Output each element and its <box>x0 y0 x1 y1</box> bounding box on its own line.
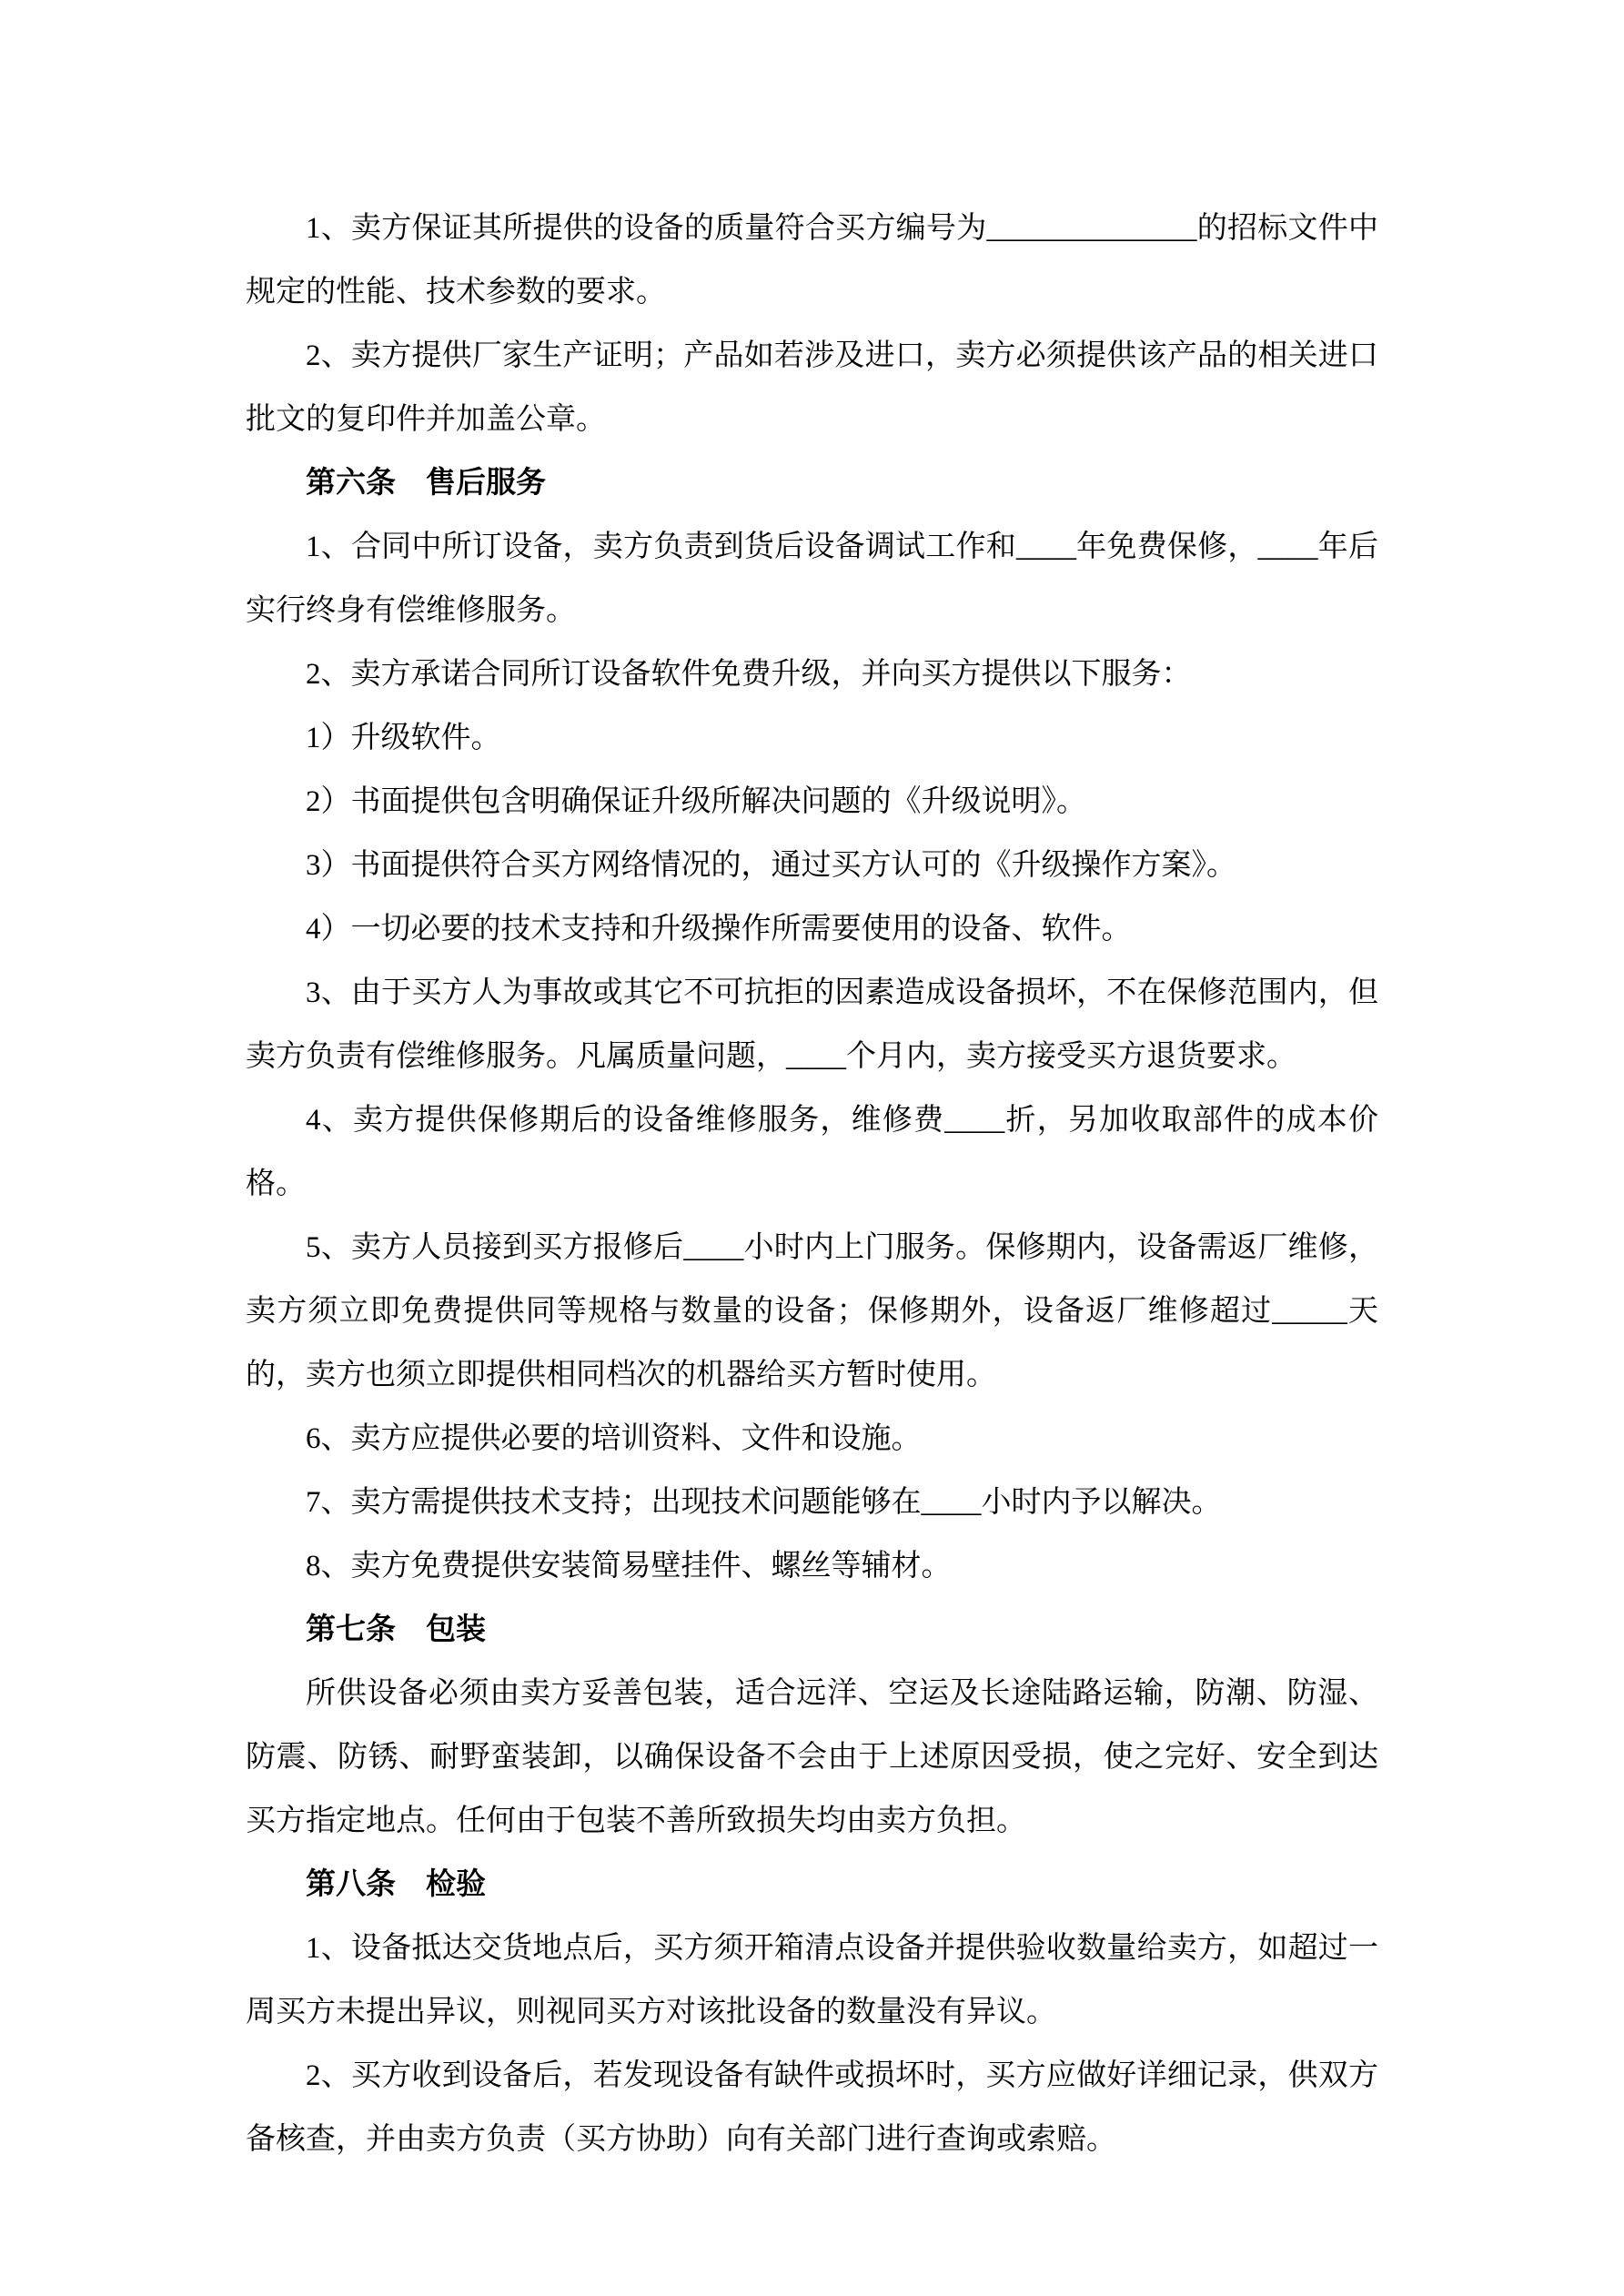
inspection-item-2: 2、买方收到设备后，若发现设备有缺件或损坏时，买方应做好详细记录，供双方备核查，并由卖方负责（买方协助）向有关部门进行查询或索赔。 <box>246 2059 1378 2156</box>
inspection-item-1: 1、设备抵达交货地点后，买方须开箱清点设备并提供验收数量给卖方，如超过一周买方未提出异议，则视同买方对该批设备的数量没有异议。 <box>246 1932 1378 2028</box>
section-title: 包装 <box>426 1613 486 1646</box>
aftersales-subitem-1: 1）升级软件。 <box>306 722 501 754</box>
aftersales-item-2: 2、卖方承诺合同所订设备软件免费升级，并向买方提供以下服务： <box>306 658 1192 691</box>
section-number: 第八条 <box>306 1868 396 1901</box>
aftersales-item-1: 1、合同中所订设备，卖方负责到货后设备调试工作和____年免费保修，____年后实行终身有偿维修服务。 <box>246 531 1378 627</box>
section-heading-7 <box>246 1598 1378 1662</box>
section-title: 检验 <box>426 1868 486 1901</box>
aftersales-item-6: 6、卖方应提供必要的培训资料、文件和设施。 <box>306 1422 922 1455</box>
section-heading-8 <box>246 1853 1378 1917</box>
clause-quality-item-2: 2、卖方提供厂家生产证明；产品如若涉及进口，卖方必须提供该产品的相关进口批文的复印件并加盖公章。 <box>246 339 1378 436</box>
aftersales-subitem-2: 2）书面提供包含明确保证升级所解决问题的《升级说明》。 <box>306 785 1086 818</box>
aftersales-item-4: 4、卖方提供保修期后的设备维修服务，维修费____折，另加收取部件的成本价格。 <box>246 1104 1378 1200</box>
section-heading-6 <box>246 451 1378 515</box>
aftersales-item-7: 7、卖方需提供技术支持；出现技术问题能够在____小时内予以解决。 <box>306 1486 1222 1519</box>
aftersales-item-8: 8、卖方免费提供安装简易壁挂件、螺丝等辅材。 <box>306 1550 952 1583</box>
packing-paragraph: 所供设备必须由卖方妥善包装，适合远洋、空运及长途陆路运输，防潮、防湿、防震、防锈、耐野蛮装卸，以确保设备不会由于上述原因受损，使之完好、安全到达买方指定地点。任何由于包装不善所致损失均由卖方负担。 <box>246 1677 1378 1837</box>
aftersales-subitem-3: 3）书面提供符合买方网络情况的，通过买方认可的《升级操作方案》。 <box>306 849 1236 882</box>
section-title: 售后服务 <box>426 467 546 500</box>
contract-body <box>246 197 1378 2171</box>
aftersales-item-3: 3、由于买方人为事故或其它不可抗拒的因素造成设备损坏，不在保修范围内，但卖方负责有偿维修服务。凡属质量问题，____个月内，卖方接受买方退货要求。 <box>246 976 1378 1073</box>
aftersales-subitem-4: 4）一切必要的技术支持和升级操作所需要使用的设备、软件。 <box>306 913 1132 946</box>
section-number: 第七条 <box>306 1613 396 1646</box>
aftersales-item-5: 5、卖方人员接到买方报修后____小时内上门服务。保修期内，设备需返厂维修，卖方须立即免费提供同等规格与数量的设备；保修期外，设备返厂维修超过_____天的，卖方也须立即提供相同档次的机器给买方暂时使用。 <box>246 1231 1378 1391</box>
clause-quality-item-1: 1、卖方保证其所提供的设备的质量符合买方编号为______________的招标文件中规定的性能、技术参数的要求。 <box>246 212 1378 308</box>
section-number: 第六条 <box>306 467 396 500</box>
